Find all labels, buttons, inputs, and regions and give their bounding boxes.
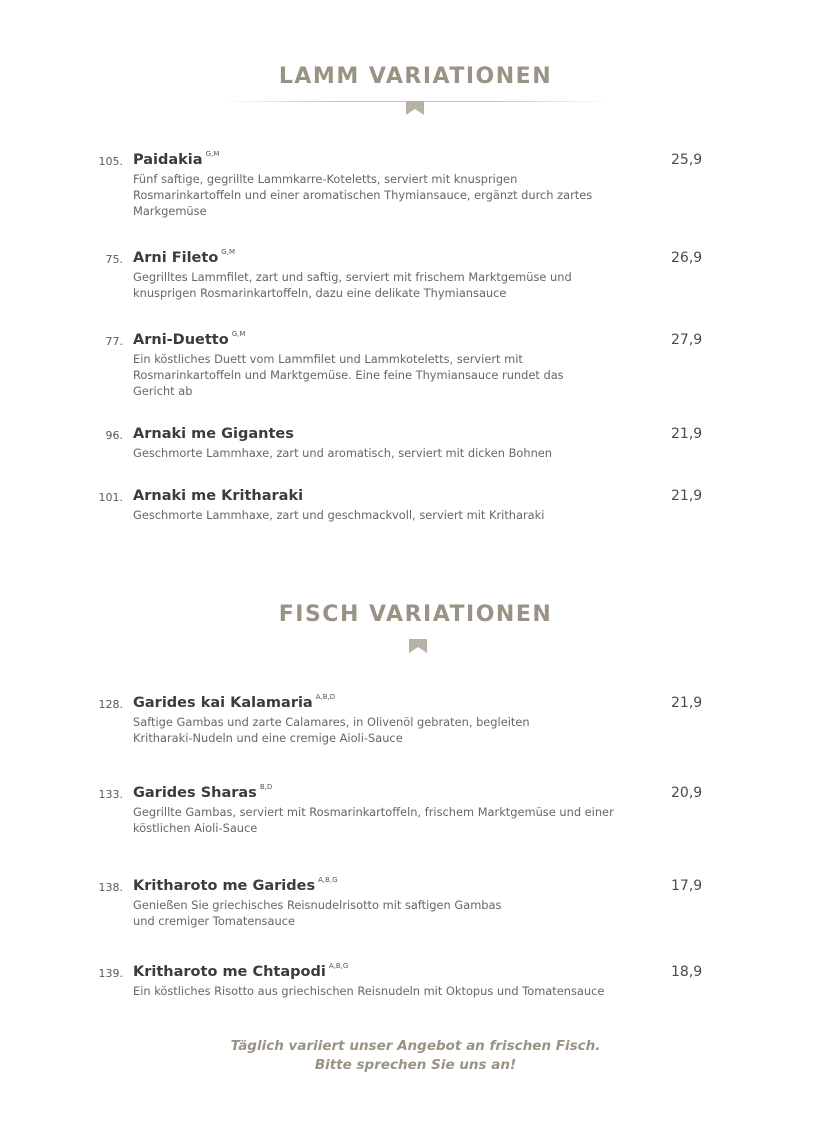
item-description: Ein köstliches Risotto aus griechischen Reisnudeln mit Oktopus und Tomatensauce (133, 984, 605, 998)
item-number: 75. (105, 253, 123, 266)
allergen-codes: G,M (205, 150, 220, 158)
item-name: Arnaki me Gigantes (133, 426, 294, 442)
item-price: 21,9 (671, 426, 703, 442)
item-number: 77. (105, 335, 123, 348)
item-name: Arni-Duetto $^{G,M}$ (133, 330, 246, 348)
item-price: 26,9 (671, 250, 703, 266)
item-description: Saftige Gambas und zarte Calamares, in Olivenöl gebraten, begleiten Kritharaki-Nudeln und eine cremige Aioli-Sauce (133, 715, 530, 745)
item-description: Fünf saftige, gegrillte Lammkarre-Koteletts, serviert mit knusprigen Rosmarinkartoffeln und einer aromatischen Thymiansauce, ergänzt durch zartes Markgemüse (133, 172, 593, 218)
allergen-codes: A,B,G (328, 962, 349, 970)
item-price: 21,9 (671, 695, 703, 711)
item-name: Arnaki me Kritharaki (133, 488, 304, 504)
item-price: 27,9 (671, 332, 703, 348)
item-name: Kritharoto me Garides $^{A,B,G}$ (133, 876, 338, 894)
allergen-codes: B,D (259, 783, 273, 791)
item-description: Geschmorte Lammhaxe, zart und geschmackvoll, serviert mit Kritharaki (133, 508, 545, 522)
item-name: Arni Fileto $^{G,M}$ (133, 248, 235, 266)
item-price: 17,9 (671, 878, 703, 894)
item-number: 139. (98, 967, 123, 980)
item-number: 96. (105, 429, 123, 442)
item-price: 18,9 (671, 964, 703, 980)
item-name: Paidakia $^{G,M}$ (133, 150, 220, 168)
item-number: 133. (98, 788, 123, 801)
item-number: 101. (98, 491, 123, 504)
item-description: Gegrilltes Lammfilet, zart und saftig, serviert mit frischem Marktgemüse und knusprigen Rosmarinkartoffeln, dazu eine delikate Thymiansauce (133, 270, 572, 300)
item-name: Garides kai Kalamaria $^{A,B,D}$ (133, 693, 336, 711)
item-description: Genießen Sie griechisches Reisnudelrisotto mit saftigen Gambas und cremiger Tomatensauce (133, 898, 502, 928)
ribbon-icon (409, 639, 427, 653)
item-number: 128. (98, 698, 123, 711)
allergen-codes: A,B,D (315, 693, 336, 701)
item-number: 105. (98, 155, 123, 168)
note-line: Täglich variiert unser Angebot an frischen Fisch. (230, 1038, 601, 1054)
allergen-codes: G,M (231, 330, 246, 338)
item-price: 21,9 (671, 488, 703, 504)
section-title-fisch: FISCH VARIATIONEN (278, 602, 553, 627)
ribbon-icon (406, 101, 424, 115)
section-title-lamm: LAMM VARIATIONEN (278, 64, 553, 89)
item-price: 25,9 (671, 152, 703, 168)
allergen-codes: G,M (221, 248, 235, 256)
item-price: 20,9 (671, 785, 703, 801)
fish-note (0, 1037, 831, 1075)
allergen-codes: A,B,G (318, 876, 338, 884)
item-description: Ein köstliches Duett vom Lammfilet und Lammkoteletts, serviert mit Rosmarinkartoffeln und Marktgemüse. Eine feine Thymiansauce rundet das Gericht ab (133, 352, 564, 398)
item-description: Gegrillte Gambas, serviert mit Rosmarinkartoffeln, frischem Marktgemüse und einer köstlichen Aioli-Sauce (133, 805, 614, 835)
item-name: Garides Sharas $^{B,D}$ (133, 783, 273, 801)
item-name: Kritharoto me Chtapodi $^{A,B,G}$ (133, 962, 349, 980)
item-number: 138. (98, 881, 123, 894)
note-line: Bitte sprechen Sie uns an! (314, 1057, 517, 1073)
item-description: Geschmorte Lammhaxe, zart und aromatisch, serviert mit dicken Bohnen (133, 446, 553, 460)
